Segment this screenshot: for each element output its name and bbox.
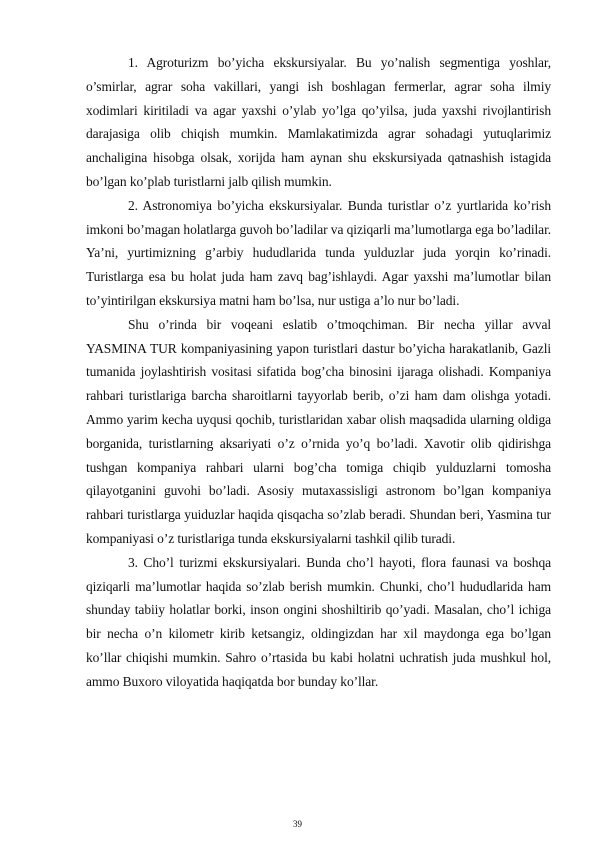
- page-number: 39: [293, 819, 302, 829]
- paragraph-agrotourism: 1. Agroturizm bo’yicha ekskursiyalar. Bu yo’nalish segmentiga yoshlar, o’smirlar, agrar soha vakillari, yangi ish boshlagan fermerlar, agrar soha ilmiy xodimlari kiritiladi va agar yaxshi o’ylab yo’lga qo’yilsa, juda yaxshi rivojlantirish darajasiga olib chiqish mumkin. Mamlakatimizda agrar sohadagi yutuqlarimiz anchaligina hisobga olsak, xorijda ham aynan shu ekskursiyada qatnashish istagida bo’lgan ko’plab turistlarni jalb qilish mumkin.: [86, 55, 551, 189]
- paragraph-desert-tourism: 3. Cho’l turizmi ekskursiyalari. Bunda cho’l hayoti, flora faunasi va boshqa qiziqarli ma’lumotlar haqida so’zlab berish mumkin. Chunki, cho’l hududlarida ham shunday tabiiy holatlar borki, inson ongini shoshiltirib qo’yadi. Masalan, cho’l ichiga bir necha o’n kilometr kirib ketsangiz, oldingizdan har xil maydonga ega bo’lgan ko’llar chiqishi mumkin. Sahro o’rtasida bu kabi holatni uchratish juda mushkul hol, ammo Buxoro viloyatida haqiqatda bor bunday ko’llar.: [86, 554, 551, 689]
- document-page: [86, 51, 551, 694]
- paragraph-astronomy: 2. Astronomiya bo’yicha ekskursiyalar. Bunda turistlar o’z yurtlarida ko’rish imkoni bo’magan holatlarga guvoh bo’ladilar va qiziqarli ma’lumotlarga ega bo’ladilar. Ya’ni, yurtimizning g’arbiy hududlarida tunda yulduzlar juda yorqin ko’rinadi. Turistlarga esa bu holat juda ham zavq bag’ishlaydi. Agar yaxshi ma’lumotlar bilan to’yintirilgan ekskursiya matni ham bo’lsa, nur ustiga a’lo nur bo’ladi.: [86, 197, 551, 308]
- paragraph-yasmina-story: Shu o’rinda bir voqeani eslatib o’tmoqchiman. Bir necha yillar avval YASMINA TUR kompaniyasining yapon turistlari dastur bo’yicha harakatlanib, Gazli tumanida joylashtirish vositasi sifatida bog’cha binosini ijaraga olishadi. Kompaniya rahbari turistlariga barcha sharoitlarni tayyorlab berib, o’zi ham dam olishga yotadi. Ammo yarim kecha uyqusi qochib, turistlaridan xabar olish maqsadida ularning oldiga borganida, turistlarning aksariyati o’z o’rnida yo’q bo’ladi. Xavotir olib qidirishga tushgan kompaniya rahbari ularni bog’cha tomiga chiqib yulduzlarni tomosha qilayotganini guvohi bo’ladi. Asosiy mutaxassisligi astronom bo’lgan kompaniya rahbari turistlarga yuiduzlar haqida qisqacha so’zlab beradi. Shundan beri, Yasmina tur kompaniyasi o’z turistlariga tunda ekskursiyalarni tashkil qilib turadi.: [86, 316, 551, 546]
